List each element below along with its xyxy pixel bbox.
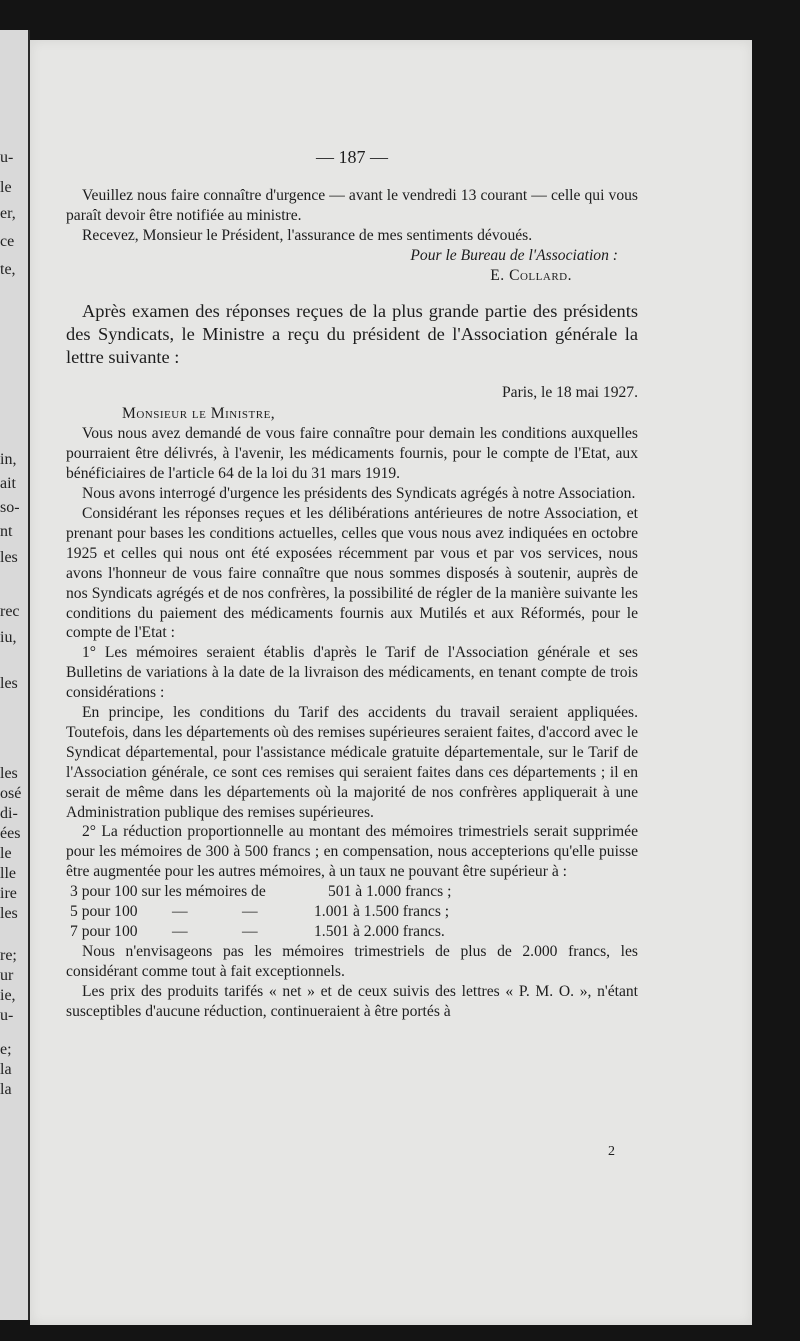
place-date: Paris, le 18 mai 1927. <box>502 383 638 401</box>
rates-table <box>66 882 638 942</box>
left-page-text-fragment: les <box>0 675 18 692</box>
left-page-text-fragment: ait <box>0 475 16 492</box>
ditto-mark: — <box>242 923 258 940</box>
left-page-text-fragment: ire <box>0 885 17 902</box>
left-page-edge <box>0 30 30 1320</box>
ditto-mark: — <box>172 903 188 921</box>
book-page <box>30 40 752 1325</box>
left-page-text-fragment: lle <box>0 865 16 882</box>
paragraph-1: Vous nous avez demandé de vous faire connaître pour demain les conditions auxquelles pourraient être délivrés, à l'avenir, les médicaments fournis, pour le compte de l'Etat, aux bénéficiaires de l'article 64 de la loi du 31 mars 1919. <box>66 425 638 483</box>
left-page-text-fragment: osé <box>0 785 22 802</box>
left-page-text-fragment: u- <box>0 1007 14 1024</box>
left-page-text-fragment: la <box>0 1061 12 1078</box>
paragraph-2: Nous avons interrogé d'urgence les présidents des Syndicats agrégés à notre Association. <box>82 485 636 503</box>
letter1-line2: Recevez, Monsieur le Président, l'assurance de mes sentiments dévoués. <box>82 226 533 244</box>
rate-range: 1.501 à 2.000 francs. <box>314 923 445 940</box>
left-page-text-fragment: in, <box>0 451 17 468</box>
ditto-mark: — <box>172 923 188 940</box>
rate-label: 5 pour 100 <box>70 903 138 921</box>
left-page-text-fragment: le <box>0 179 12 196</box>
signature-mark: 2 <box>608 1144 615 1159</box>
paragraph-4: 1° Les mémoires seraient établis d'après le Tarif de l'Association générale et ses Bulletins de variations à la date de la livraison des médicaments, en tenant compte de trois considérations : <box>66 644 638 702</box>
signature-for: Pour le Bureau de l'Association : <box>410 246 618 264</box>
intro-paragraph: Après examen des réponses reçues de la plus grande partie des présidents des Syndicats, le Ministre a reçu du président de l'Association générale la lettre suivante : <box>66 300 638 367</box>
left-page-text-fragment: ce <box>0 233 15 250</box>
letter1-line1: Veuillez nous faire connaître d'urgence — avant le vendredi 13 courant — celle qui vous paraît devoir être notifiée au ministre. <box>66 187 638 224</box>
left-page-text-fragment: rec <box>0 603 20 620</box>
left-page-text-fragment: so- <box>0 499 20 516</box>
left-page-text-fragment: les <box>0 765 18 782</box>
left-page-text-fragment: te, <box>0 261 16 278</box>
left-page-text-fragment: e; <box>0 1041 12 1058</box>
rate-row <box>66 882 638 902</box>
left-page-text-fragment: ur <box>0 967 14 984</box>
left-page-text-fragment: re; <box>0 947 17 964</box>
salutation: Monsieur le Ministre, <box>122 405 276 423</box>
paragraph-7: Nous n'envisageons pas les mémoires trimestriels de plus de 2.000 francs, les considérant comme tout à fait exceptionnels. <box>66 942 638 980</box>
left-page-text-fragment: ées <box>0 825 21 842</box>
text-column <box>66 186 638 1022</box>
rate-label: 7 pour 100 <box>70 923 138 940</box>
left-page-text-fragment: la <box>0 1081 12 1098</box>
ditto-mark: — <box>242 903 258 921</box>
left-page-text-fragment: ie, <box>0 987 16 1004</box>
paragraph-5: En principe, les conditions du Tarif des accidents du travail seraient appliquées. Toutefois, dans les départements où des remises supérieures seraient faites, d'accord avec le Syndicat départemental, pour l'assistance médicale gratuite départementale, sur le Tarif de l'Association générale, ce sont ces remises qui seraient faites dans ces départements ; il en serait de même dans les départements où la majorité de nos confrères appliquerait à une Administration publique des remises supérieures. <box>66 704 638 821</box>
paragraph-3: Considérant les réponses reçues et les délibérations antérieures de notre Association, et prenant pour bases les conditions actuelles, celles que vous nous avez indiquées en octobre 1925 et celles qui nous ont été exposées récemment par vous et par vos services, nous avons l'honneur de vous faire connaître que nous sommes disposés à soutenir, auprès de nos Syndicats agrégés et de nos confrères, la possibilité de régler de la manière suivante les conditions du paiement des médicaments fournis aux Mutilés et aux Réformés, pour le compte de l'Etat : <box>66 504 638 642</box>
rate-label: 3 pour 100 sur les mémoires de <box>70 883 266 901</box>
signature-name: E. Collard. <box>490 266 572 284</box>
rate-row <box>66 902 638 922</box>
rate-row <box>66 922 638 942</box>
paragraph-6: 2° La réduction proportionnelle au montant des mémoires trimestriels serait supprimée pour les mémoires de 300 à 500 francs ; en compensation, nous accepterions qu'elle puisse être augmentée pour les autres mémoires, à un taux ne pouvant être supérieur à : <box>66 823 638 881</box>
rate-range: 501 à 1.000 francs ; <box>328 883 452 901</box>
left-page-text-fragment: le <box>0 845 12 862</box>
page-number: — 187 — <box>316 147 388 167</box>
left-page-text-fragment: les <box>0 905 18 922</box>
left-page-text-fragment: u- <box>0 149 14 166</box>
paragraph-8: Les prix des produits tarifés « net » et de ceux suivis des lettres « P. M. O. », n'étant susceptibles d'aucune réduction, continueraient à être portés à <box>66 982 638 1020</box>
rate-range: 1.001 à 1.500 francs ; <box>314 903 450 921</box>
left-page-text-fragment: iu, <box>0 629 17 646</box>
left-page-text-fragment: nt <box>0 523 13 540</box>
left-page-text-fragment: di- <box>0 805 18 822</box>
left-page-text-fragment: er, <box>0 205 16 222</box>
left-page-text-fragment: les <box>0 549 18 566</box>
